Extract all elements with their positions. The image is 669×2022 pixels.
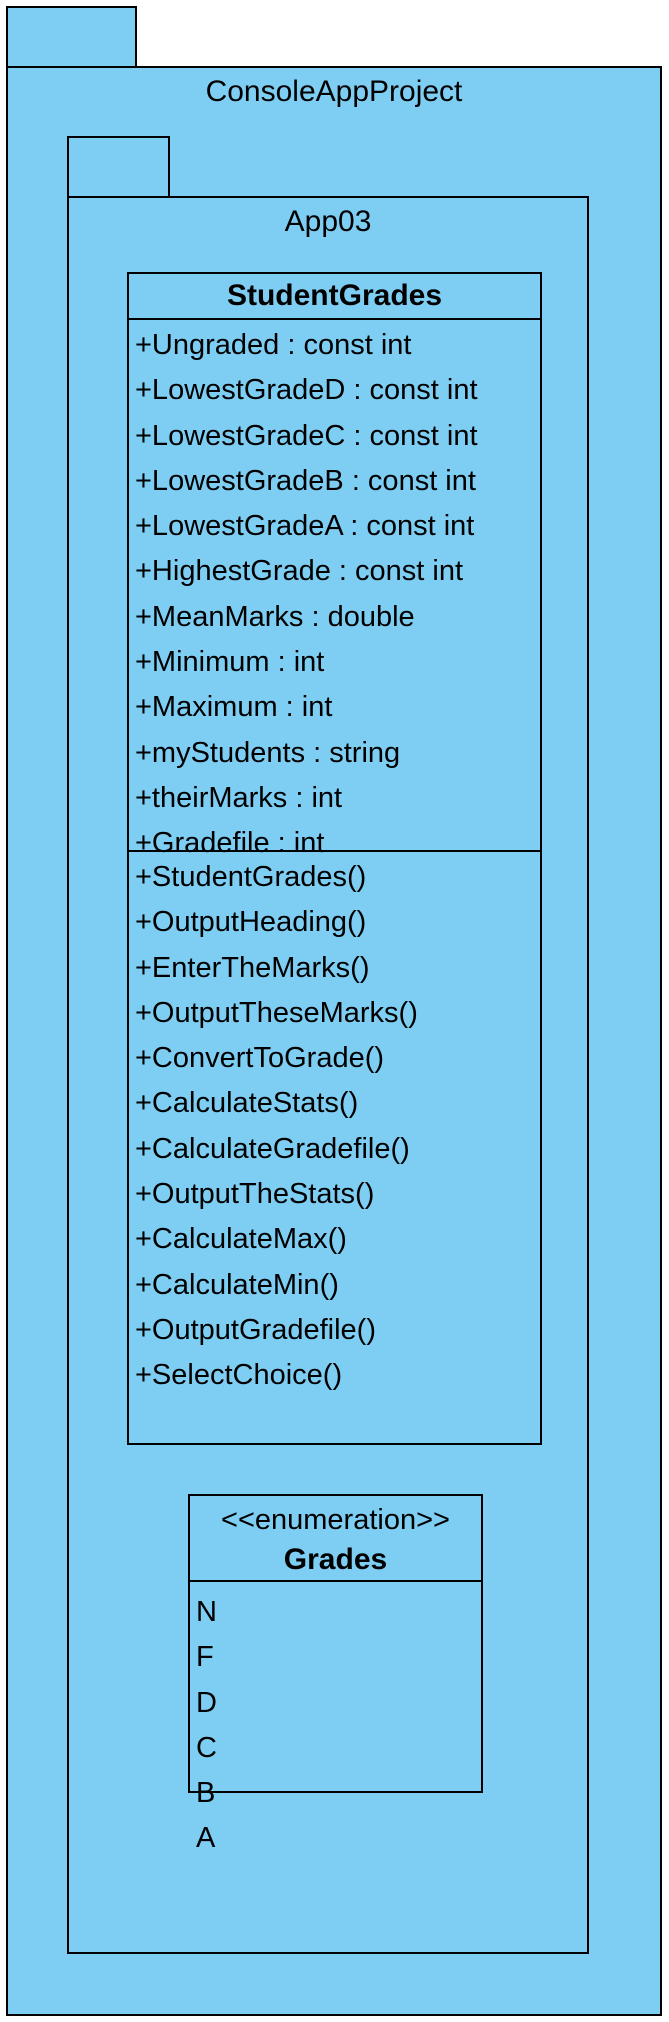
class-attribute: +Maximum : int <box>135 691 333 724</box>
enumeration-literal: A <box>196 1822 216 1855</box>
enumeration-literals <box>190 1582 481 1862</box>
class-operation: +CalculateMax() <box>135 1223 347 1256</box>
class-operation: +CalculateGradefile() <box>135 1132 410 1165</box>
class-operation: +OutputGradefile() <box>135 1313 376 1346</box>
enumeration-literal: C <box>196 1731 217 1764</box>
attributes-compartment <box>129 320 540 860</box>
class-attribute: +theirMarks : int <box>135 781 343 814</box>
class-attribute: +LowestGradeB : const int <box>135 464 476 497</box>
enumeration-stereotype: <<enumeration>> <box>221 1504 450 1536</box>
class-operation: +EnterTheMarks() <box>135 951 370 984</box>
class-operation: +CalculateStats() <box>135 1087 359 1120</box>
class-studentgrades[interactable] <box>127 272 542 1445</box>
class-operation: +CalculateMin() <box>135 1268 339 1301</box>
class-attribute: +LowestGradeC : const int <box>135 419 478 452</box>
inner-package-name: App03 <box>284 205 372 238</box>
enumeration-literal: N <box>196 1596 217 1628</box>
class-operation: +OutputHeading() <box>135 906 367 939</box>
enumeration-grades[interactable] <box>188 1494 483 1855</box>
class-operation: +SelectChoice() <box>135 1359 343 1392</box>
class-attribute: +Ungraded : const int <box>135 329 412 361</box>
class-attribute: +Gradefile : int <box>135 827 325 860</box>
enumeration-literal: D <box>196 1686 217 1719</box>
class-attribute: +LowestGradeD : const int <box>135 374 478 407</box>
enumeration-literal: B <box>196 1777 216 1810</box>
enumeration-header <box>190 1496 481 1582</box>
enumeration-literal: F <box>196 1641 214 1674</box>
class-operation: +StudentGrades() <box>135 861 367 893</box>
class-operation: +OutputTheStats() <box>135 1178 375 1211</box>
enumeration-name: Grades <box>283 1543 388 1576</box>
class-operation: +ConvertToGrade() <box>135 1042 385 1075</box>
outer-package-tab <box>6 6 137 68</box>
inner-package-tab <box>67 136 170 198</box>
class-attribute: +HighestGrade : const int <box>135 555 464 588</box>
class-operation: +OutputTheseMarks() <box>135 996 418 1029</box>
class-attribute: +Minimum : int <box>135 646 325 679</box>
class-attribute: +myStudents : string <box>135 736 401 769</box>
outer-package-name: ConsoleAppProject <box>205 75 463 108</box>
class-attribute: +LowestGradeA : const int <box>135 510 475 543</box>
operations-compartment <box>129 852 540 1399</box>
class-attribute: +MeanMarks : double <box>135 600 415 633</box>
class-name: StudentGrades <box>129 274 540 320</box>
